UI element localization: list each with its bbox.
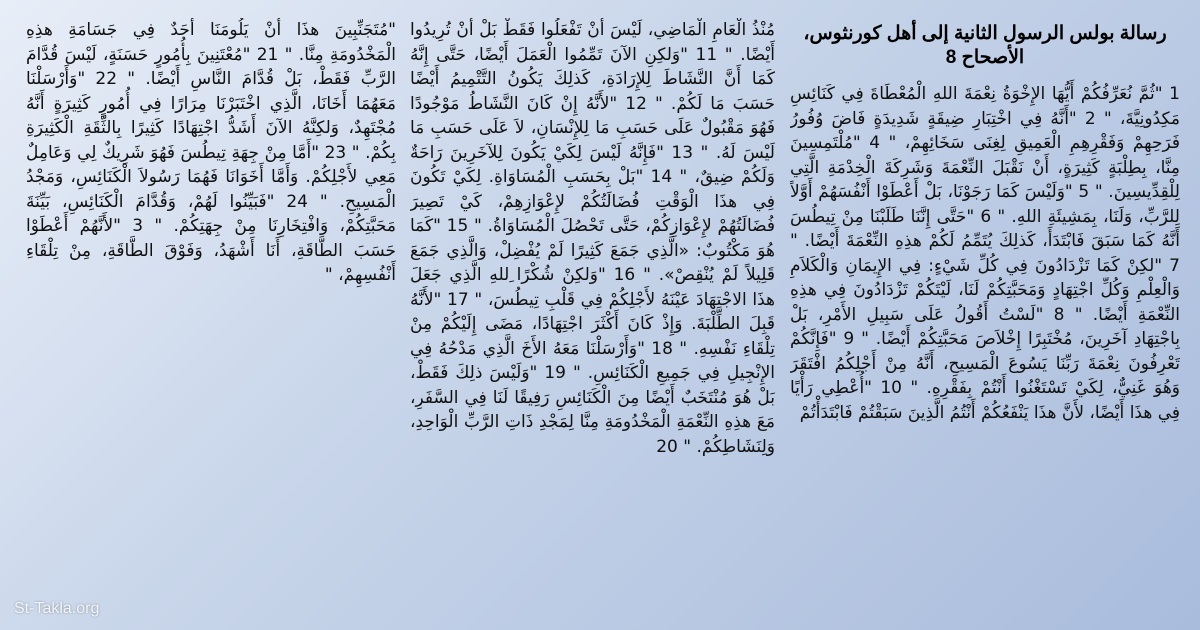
column-right (790, 18, 1180, 610)
page-title: رسالة بولس الرسول الثانية إلى أهل كورنثوس، الأصحاح 8 (803, 23, 1167, 68)
verse-text-middle: مُنْذُ الْعَامِ الْمَاضِي، لَيْسَ أَنْ تَفْعَلُوا فَقَطْ بَلْ أَنْ تُرِيدُوا أَيْضًا. " 11 "وَلكِنِ الآنَ تَمِّمُوا الْعَمَلَ أَيْضًا، حَتَّى إِنَّهُ كَمَا أَنَّ النَّشَاطَ لِلإِرَادَةِ، كَذلِكَ يَكُونُ التَّتْمِيمُ أَيْضًا حَسَبَ مَا لَكُمْ. " 12 "لأَنَّهُ إِنْ كَانَ النَّشَاطُ مَوْجُودًا فَهُوَ مَقْبُولٌ عَلَى حَسَبِ مَا لِلإِنْسَانِ، لاَ عَلَى حَسَبِ مَا لَيْسَ لَهُ. " 13 "فَإِنَّهُ لَيْسَ لِكَيْ يَكُونَ لِلآخَرِينَ رَاحَةٌ وَلَكُمْ ضِيقٌ، " 14 "بَلْ بِحَسَبِ الْمُسَاوَاةِ. لِكَيْ تَكُونَ فِي هذَا الْوَقْتِ فُضَالَتُكُمْ لإِعْوَازِهِمْ، كَيْ تَصِيرَ فُضَالَتُهُمْ لإِعْوَازِكُمْ، حَتَّى تَحْصُلَ الْمُسَاوَاةُ. " 15 "كَمَا هُوَ مَكْتُوبٌ: «الَّذِي جَمَعَ كَثِيرًا لَمْ يُفْضِلْ، وَالَّذِي جَمَعَ قَلِيلاً لَمْ يُنْقِصْ». " 16 "وَلكِنْ شُكْرًا ِللهِ الَّذِي جَعَلَ هذَا الاجْتِهَادَ عَيْنَهُ لأَجْلِكُمْ فِي قَلْبِ تِيطُسَ، " 17 "لأَنَّهُ قَبِلَ الطِّلْبَةَ. وَإِذْ كَانَ أَكْثَرَ اجْتِهَادًا، مَضَى إِلَيْكُمْ مِنْ تِلْقَاءِ نَفْسِهِ. " 18 "وَأَرْسَلْنَا مَعَهُ الأَخَ الَّذِي مَدْحُهُ فِي الإِنْجِيلِ فِي جَمِيعِ الْكَنَائِسِ. " 19 "وَلَيْسَ ذلِكَ فَقَطْ، بَلْ هُوَ مُنْتَخَبٌ أَيْضًا مِنَ الْكَنَائِسِ رَفِيقًا لَنَا فِي السَّفَرِ، مَعَ هذِهِ النِّعْمَةِ الْمَخْدُومَةِ مِنَّا لِمَجْدِ ذَاتِ الرَّبِّ الْوَاحِدِ، وَلِنَشَاطِكُمْ. " 20 (410, 20, 775, 457)
verse-text-left: "مُتَجَنِّبِينَ هذَا أَنْ يَلُومَنَا أَحَدٌ فِي جَسَامَةِ هذِهِ الْمَخْدُومَةِ مِنَّا. " 21 "مُعْتَنِينَ بِأُمُورٍ حَسَنَةٍ، لَيْسَ قُدَّامَ الرَّبِّ فَقَطْ، بَلْ قُدَّامَ النَّاسِ أَيْضًا. " 22 "وَأَرْسَلْنَا مَعَهُمَا أَخَانَا، الَّذِي اخْتَبَرْنَا مِرَارًا فِي أُمُورٍ كَثِيرَةٍ أَنَّهُ مُجْتَهِدٌ، وَلكِنَّهُ الآنَ أَشَدُّ اجْتِهَادًا كَثِيرًا بِالثِّقَةِ الْكَثِيرَةِ بِكُمْ. " 23 "أَمَّا مِنْ جِهَةِ تِيطُسَ فَهُوَ شَرِيكٌ لِي وَعَامِلٌ مَعِي لأَجْلِكُمْ. وَأَمَّا أَخَوَانَا فَهُمَا رَسُولاَ الْكَنَائِسِ، وَمَجْدُ الْمَسِيحِ. " 24 "فَبَيِّنُوا لَهُمْ، وَقُدَّامَ الْكَنَائِسِ، بَيِّنَةَ مَحَبَّتِكُمْ، وَافْتِخَارِنَا مِنْ جِهَتِكُمْ. " 3 "لأَنَّهُمْ أَعْطَوْا حَسَبَ الطَّاقَةِ، أَنَا أَشْهَدُ، وَفَوْقَ الطَّاقَةِ، مِنْ تِلْقَاءِ أَنْفُسِهِمْ، " (26, 20, 396, 285)
site-watermark: St-Takla.org (14, 600, 100, 617)
column-middle (410, 18, 775, 610)
verse-text-right: 1 "ثُمَّ نُعَرِّفُكُمْ أَيُّهَا الإِخْوَةُ نِعْمَةَ اللهِ الْمُعْطَاةَ فِي كَنَائِسِ مَكِدُونِيَّةَ، " 2 "أَنَّهُ فِي اخْتِبَارِ ضِيقَةٍ شَدِيدَةٍ فَاضَ وُفُورُ فَرَحِهِمْ وَفَقْرِهِمِ الْعَمِيقِ لِغِنَى سَخَائِهِمْ، " 4 "مُلْتَمِسِينَ مِنَّا، بِطِلْبَةٍ كَثِيرَةٍ، أَنْ نَقْبَلَ النِّعْمَةَ وَشَرِكَةَ الْخِدْمَةِ الَّتِي لِلْقِدِّيسِينَ. " 5 "وَلَيْسَ كَمَا رَجَوْنَا، بَلْ أَعْطَوْا أَنْفُسَهُمْ أَوَّلاً لِلرَّبِّ، وَلَنَا، بِمَشِيئَةِ اللهِ. " 6 "حَتَّى إِنَّنَا طَلَبْنَا مِنْ تِيطُسَ أَنَّهُ كَمَا سَبَقَ فَابْتَدَأَ، كَذلِكَ يُتَمِّمُ لَكُمْ هذِهِ النِّعْمَةَ أَيْضًا. " 7 "لكِنْ كَمَا تَزْدَادُونَ فِي كُلِّ شَيْءٍ: فِي الإِيمَانِ وَالْكَلاَمِ وَالْعِلْمِ وَكُلِّ اجْتِهَادٍ وَمَحَبَّتِكُمْ لَنَا، لَيْتَكُمْ تَزْدَادُونَ فِي هذِهِ النِّعْمَةِ أَيْضًا. " 8 "لَسْتُ أَقُولُ عَلَى سَبِيلِ الأَمْرِ، بَلْ بِاجْتِهَادِ آخَرِينَ، مُخْتَبِرًا إِخْلاَصَ مَحَبَّتِكُمْ أَيْضًا. " 9 "فَإِنَّكُمْ تَعْرِفُونَ نِعْمَةَ رَبِّنَا يَسُوعَ الْمَسِيحِ، أَنَّهُ مِنْ أَجْلِكُمُ افْتَقَرَ وَهُوَ غَنِيٌّ، لِكَيْ تَسْتَغْنُوا أَنْتُمْ بِفَقْرِهِ. " 10 "أُعْطِي رَأْيًا فِي هذَا أَيْضًا، لأَنَّ هذَا يَنْفَعُكُمْ أَنْتُمُ الَّذِينَ سَبَقْتُمْ فَابْتَدَأْتُمْ (790, 84, 1180, 423)
column-left (26, 18, 396, 610)
